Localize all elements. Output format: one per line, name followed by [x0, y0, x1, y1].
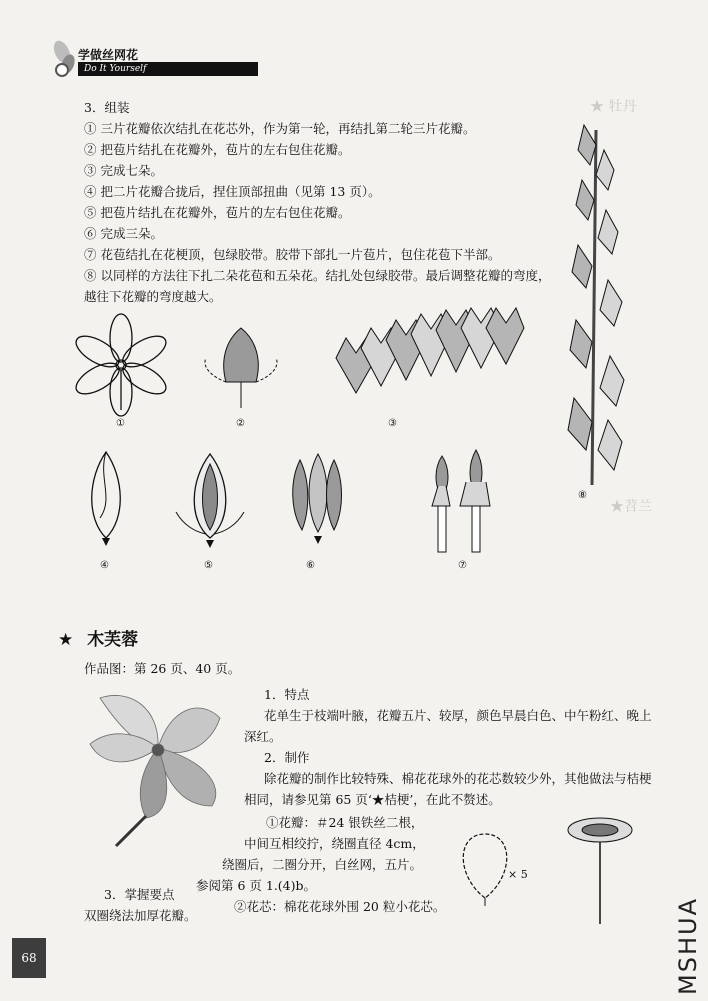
figure-label: ⑧	[578, 490, 587, 501]
bud-with-bract-illustration	[196, 320, 286, 410]
quantity-label: × 5	[508, 868, 528, 881]
bleed-heading-1: ★ 牡丹	[590, 99, 637, 115]
assembly-step: ① 三片花瓣依次结扎在花芯外，作为第一轮，再结扎第二轮三片花瓣。	[84, 121, 476, 136]
watermark-text: MSHUA	[674, 897, 702, 995]
figure-label: ③	[388, 418, 397, 429]
wire-loop-illustration	[450, 826, 520, 906]
petal-pair-illustration	[78, 448, 134, 548]
making-text: 除花瓣的制作比较特殊、棉花花球外的花芯数较少外，其他做法与桔梗	[264, 771, 652, 786]
section-title	[58, 625, 138, 650]
features-text: 花单生于枝端叶腋，花瓣五片、较厚，颜色早晨白色、中午粉红、晚上	[264, 708, 652, 723]
bud-on-stem-illustration	[420, 446, 500, 556]
assembly-step: ⑥ 完成三朵。	[84, 226, 163, 241]
assembly-step: ⑦ 花苞结扎在花梗顶，包绿胶带。胶带下部扎一片苞片，包住花苞下半部。	[84, 247, 501, 262]
petal-instruction: ①花瓣：＃24 银铁丝二根，	[266, 815, 424, 830]
figure-label: ①	[116, 418, 125, 429]
key-points-text: 双圈绕法加厚花瓣。	[84, 908, 197, 923]
core-instruction: ②花芯：棉花花球外围 20 粒小花芯。	[234, 899, 446, 914]
bract-wrap-illustration	[170, 450, 250, 550]
flower-spike-illustration	[556, 120, 636, 490]
leaf-logo-icon	[50, 38, 78, 84]
assembly-step: ⑤ 把苞片结扎在花瓣外，苞片的左右包住花瓣。	[84, 205, 351, 220]
figure-label: ⑤	[204, 560, 213, 571]
bleed-heading-2: ★苕兰	[610, 499, 652, 515]
petal-instruction: 中间互相绞拧，绕圈直径 4cm，	[244, 836, 425, 851]
star-icon: ★	[58, 630, 74, 650]
features-heading: 1．特点	[264, 687, 310, 702]
figure-label: ④	[100, 560, 109, 571]
figure-label: ⑥	[306, 560, 315, 571]
section-title-text: 木芙蓉	[87, 630, 139, 650]
making-text-continued: 相同，请参见第 65 页‘★桔梗’，在此不赘述。	[244, 792, 501, 807]
page-number: 68	[12, 938, 46, 978]
figure-label: ②	[236, 418, 245, 429]
petal-reference: 参阅第 6 页 1.(4)b。	[196, 878, 317, 893]
flower-core-illustration	[560, 812, 640, 932]
key-points-heading: 3．掌握要点	[104, 887, 175, 902]
petal-instruction: 绕圈后，二圈分开，白丝网，五片。	[222, 857, 423, 872]
assembly-step: ② 把苞片结扎在花瓣外，苞片的左右包住花瓣。	[84, 142, 351, 157]
assembly-heading: 3．组装	[84, 100, 130, 115]
assembly-step: 越往下花瓣的弯度越大。	[84, 289, 222, 304]
assembly-step: ⑧ 以同样的方法往下扎二朵花苞和五朵花。结扎处包绿胶带。最后调整花瓣的弯度，	[84, 268, 551, 283]
book-subtitle: Do It Yourself	[78, 62, 258, 76]
assembly-step: ④ 把二片花瓣合拢后，捏住顶部扭曲（见第 13 页）。	[84, 184, 381, 199]
works-reference: 作品图：第 26 页、40 页。	[84, 661, 241, 676]
assembly-step: ③ 完成七朵。	[84, 163, 163, 178]
book-header	[50, 38, 260, 84]
figure-label: ⑦	[458, 560, 467, 571]
three-buds-illustration	[282, 450, 352, 550]
book-title: 学做丝网花	[78, 48, 139, 62]
hibiscus-photo	[80, 688, 230, 848]
features-text-continued: 深红。	[244, 729, 282, 744]
flower-petals-illustration	[66, 310, 176, 420]
making-heading: 2．制作	[264, 750, 310, 765]
seven-flowers-illustration	[326, 298, 526, 408]
